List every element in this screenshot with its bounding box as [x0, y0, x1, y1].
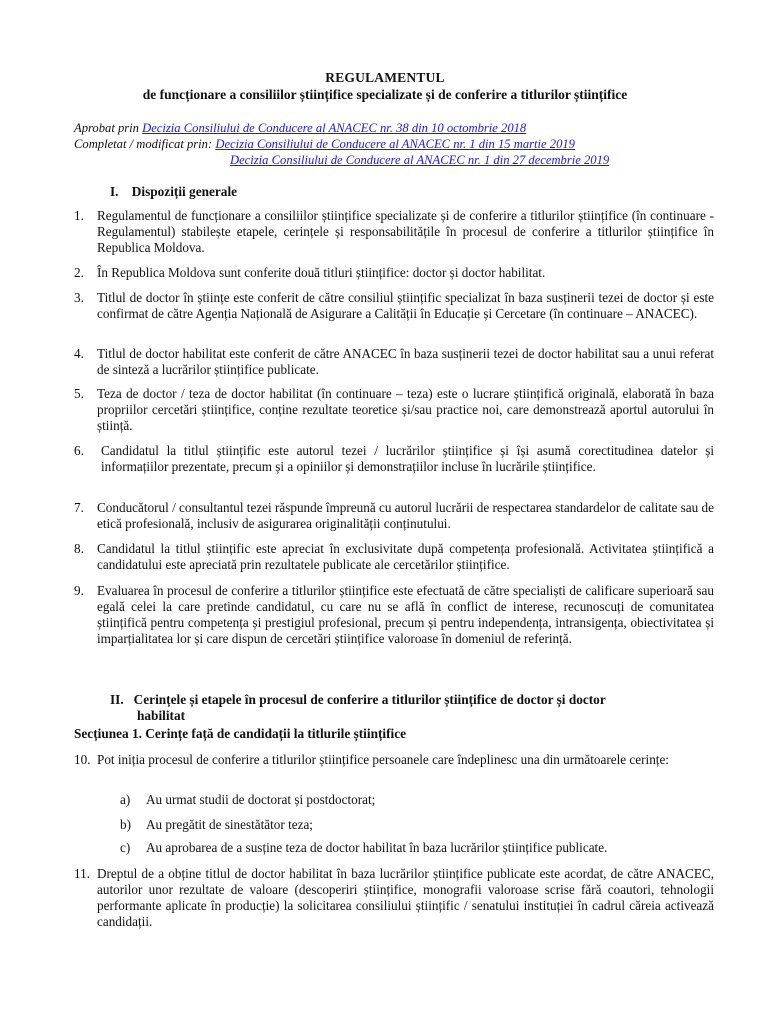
sub-item-text: Au pregătit de sinestătător teza;: [146, 817, 313, 832]
list-item: [74, 443, 714, 475]
list-item: [74, 386, 714, 434]
item-number: 3.: [74, 290, 84, 305]
modified-label: Completat / modificat prin:: [74, 137, 213, 151]
approved-label: Aprobat prin: [74, 121, 139, 135]
modification-decision-link-2[interactable]: Decizia Consiliului de Conducere al ANACEC nr. 1 din 27 decembrie 2019: [230, 153, 610, 167]
item-text: Conducătorul / consultantul tezei răspunde împreună cu autorul lucrării de respectarea standardelor de calitate sau de etică profesională, inclusiv de asigurarea originalității conținutului.: [97, 500, 714, 531]
item-text: Dreptul de a obține titlul de doctor habilitat în baza lucrărilor științifice publicate este acordat, de către ANACEC, autorilor unor rezultate de valoare (descoperiri științifice, monografii valoroase scrise fără coautori, tehnologii performante aplicate în producție) la solicitarea consiliului științific / senatului instituției în cadrul căreia activează candidații.: [97, 866, 714, 929]
list-item: [74, 208, 714, 256]
sub-item-letter: b): [120, 817, 131, 832]
sub-item-text: Au aprobarea de a susține teza de doctor habilitat în baza lucrărilor științifice publicate.: [146, 840, 608, 855]
modification-decision-link-1[interactable]: Decizia Consiliului de Conducere al ANACEC nr. 1 din 15 martie 2019: [215, 137, 575, 151]
subsection-heading: Secțiunea 1. Cerințe față de candidații la titlurile științifice: [74, 726, 407, 741]
approval-line: [74, 120, 526, 137]
section-2-number: II.: [110, 692, 124, 707]
document-title: REGULAMENTUL: [325, 70, 445, 85]
section-2-title-continued: habilitat: [137, 708, 186, 723]
item-number: 2.: [74, 265, 84, 280]
item-text: Candidatul la titlul științific este autorul tezei / lucrărilor științifice și își asumă corectitudinea datelor și informațiilor prezentate, precum și a opiniilor și demonstrațiilor incluse în lucrările științifice.: [101, 443, 714, 474]
item-text: Titlul de doctor habilitat este conferit de către ANACEC în baza susținerii tezei de doctor habilitat sau a unui referat de sinteză a lucrărilor științifice publicate.: [97, 346, 714, 377]
list-item: [74, 866, 714, 930]
item-text: În Republica Moldova sunt conferite două titluri științifice: doctor și doctor habilitat.: [97, 265, 546, 280]
document-subtitle: de funcționare a consiliilor științifice specializate și de conferire a titlurilor științifice: [142, 87, 628, 102]
sub-item-letter: a): [120, 792, 131, 807]
item-number: 4.: [74, 346, 84, 361]
item-text: Titlul de doctor în științe este conferit de către consiliul științific specializat în baza susținerii tezei de doctor și este confirmat de către Agenția Națională de Asigurare a Calității în Educație și Cercetare (în continuare – ANACEC).: [97, 290, 714, 321]
item-number: 11.: [74, 866, 90, 881]
item-number: 10.: [74, 752, 91, 767]
item-number: 8.: [74, 541, 84, 556]
item-number: 5.: [74, 386, 84, 401]
list-item: [74, 500, 714, 532]
approval-decision-link[interactable]: Decizia Consiliului de Conducere al ANACEC nr. 38 din 10 octombrie 2018: [142, 121, 527, 135]
item-number: 9.: [74, 583, 84, 598]
list-item: [74, 583, 714, 647]
item-number: 6.: [74, 443, 84, 458]
list-item: [74, 752, 714, 768]
modified-line: [74, 136, 575, 153]
sub-item-text: Au urmat studii de doctorat și postdoctorat;: [146, 792, 376, 807]
list-item: [74, 290, 714, 322]
item-text: Evaluarea în procesul de conferire a titlurilor științifice este efectuată de către specialiști de calificare superioară sau egală celei la care pretinde candidatul, cu care nu se află în conflict de interese, recunoscuți de comunitatea științifică pentru competența și prestigiul profesional, precum și pentru independența, intransigența, obiectivitatea și imparțialitatea lor și care dispun de cercetări științifice valoroase în domeniul de referință.: [97, 583, 714, 646]
item-text: Regulamentul de funcționare a consiliilor științifice specializate și de conferire a titlurilor științifice (în continuare - Regulamentul) stabilește etapele, cerințele și responsabilitățile în procesul de conferire a titlurilor științifice în Republica Moldova.: [97, 208, 714, 255]
section-1-heading: [110, 184, 237, 200]
list-item: [74, 346, 714, 378]
section-2-heading: [110, 692, 720, 724]
item-text: Pot iniția procesul de conferire a titlurilor științifice persoanele care îndeplinesc una din următoarele cerințe:: [97, 752, 669, 767]
item-text: Teza de doctor / teza de doctor habilitat (în continuare – teza) este o lucrare științifică originală, elaborată în baza propriilor cercetări științifice, conține rezultate teoretice și/sau practice noi, care demonstrează aportul autorului în știință.: [97, 386, 714, 433]
section-1-title: Dispoziții generale: [131, 184, 238, 199]
modified-line-2: [230, 152, 609, 169]
section-2-title: Cerințele și etapele în procesul de conferire a titlurilor științifice de doctor și doctor: [133, 692, 606, 707]
sub-item-letter: c): [120, 840, 131, 855]
item-number: 1.: [74, 208, 84, 223]
item-text: Candidatul la titlul științific este apreciat în exclusivitate după competența profesională. Activitatea științifică a candidatului este apreciată prin rezultatele publicate ale cercetărilor științifice.: [97, 541, 714, 572]
section-1-number: I.: [110, 184, 119, 199]
list-item: [74, 541, 714, 573]
list-item: [74, 265, 714, 281]
item-number: 7.: [74, 500, 84, 515]
